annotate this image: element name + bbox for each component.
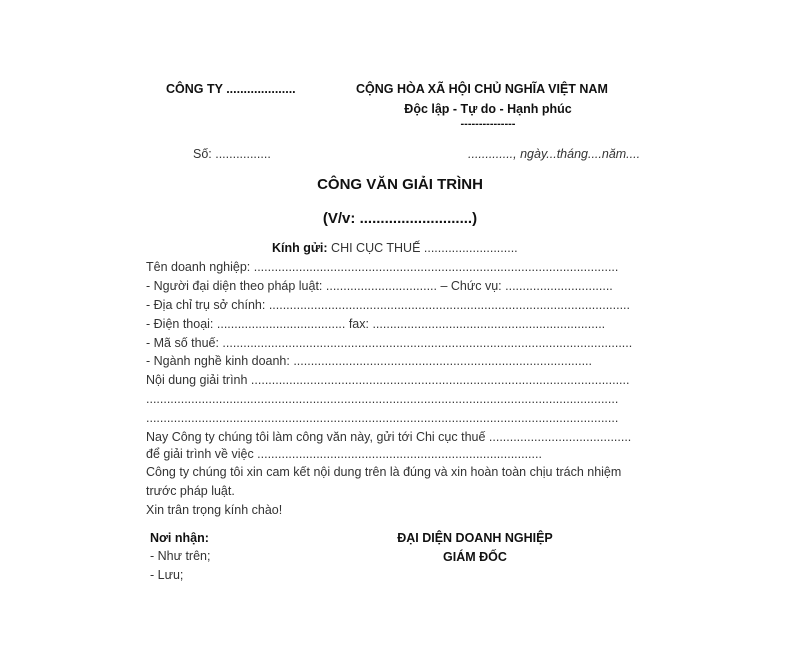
field-explanation-line-2: ........................................................................................................................................ (146, 392, 619, 406)
recipients-label: Nơi nhận: (150, 531, 209, 545)
recipient-item: - Lưu; (150, 568, 184, 582)
paragraph-line-4: trước pháp luật. (146, 484, 235, 498)
document-title: CÔNG VĂN GIẢI TRÌNH (317, 176, 483, 193)
greeting (272, 241, 518, 255)
signer-organization: ĐẠI DIỆN DOANH NGHIỆP (397, 531, 553, 545)
nation-title: CỘNG HÒA XÃ HỘI CHỦ NGHĨA VIỆT NAM (356, 82, 608, 96)
paragraph-line-2: để giải trình về việc .................................................................................. (146, 447, 542, 461)
paragraph-line-1: Nay Công ty chúng tôi làm công văn này, gửi tới Chi cục thuế ......................................... (146, 430, 632, 444)
field-phone-fax: - Điện thoại: ..................................... fax: ................................................................... (146, 317, 606, 331)
recipient-item: - Như trên; (150, 549, 211, 563)
closing-line: Xin trân trọng kính chào! (146, 503, 283, 517)
document-number: Số: ................ (193, 147, 271, 161)
field-explanation: Nội dung giải trình ............................................................................................................. (146, 373, 630, 387)
header-divider: --------------- (460, 118, 516, 130)
paragraph-line-3: Công ty chúng tôi xin cam kết nội dung trên là đúng và xin hoàn toàn chịu trách nhiệm (146, 465, 622, 479)
greeting-value: CHI CỤC THUẾ ........................... (327, 241, 518, 255)
field-business-line: - Ngành nghề kinh doanh: ...................................................................................... (146, 354, 593, 368)
signer-title: GIÁM ĐỐC (443, 550, 507, 564)
field-explanation-line-3: ........................................................................................................................................ (146, 411, 619, 425)
document-date: ............., ngày...tháng....năm.... (468, 147, 641, 161)
field-company-name: Tên doanh nghiệp: ......................................................................................................... (146, 260, 619, 274)
field-head-office: - Địa chỉ trụ sở chính: ........................................................................................................ (146, 298, 631, 312)
document-subject: (V/v: ...........................) (322, 210, 478, 227)
field-tax-code: - Mã số thuế: ...................................................................................................................... (146, 336, 633, 350)
field-legal-representative: - Người đại diện theo pháp luật: ................................ – Chức vụ: ............................... (146, 279, 613, 293)
greeting-label: Kính gửi: (272, 241, 328, 255)
motto: Độc lập - Tự do - Hạnh phúc (404, 102, 572, 116)
company-name: CÔNG TY .................... (166, 82, 296, 96)
